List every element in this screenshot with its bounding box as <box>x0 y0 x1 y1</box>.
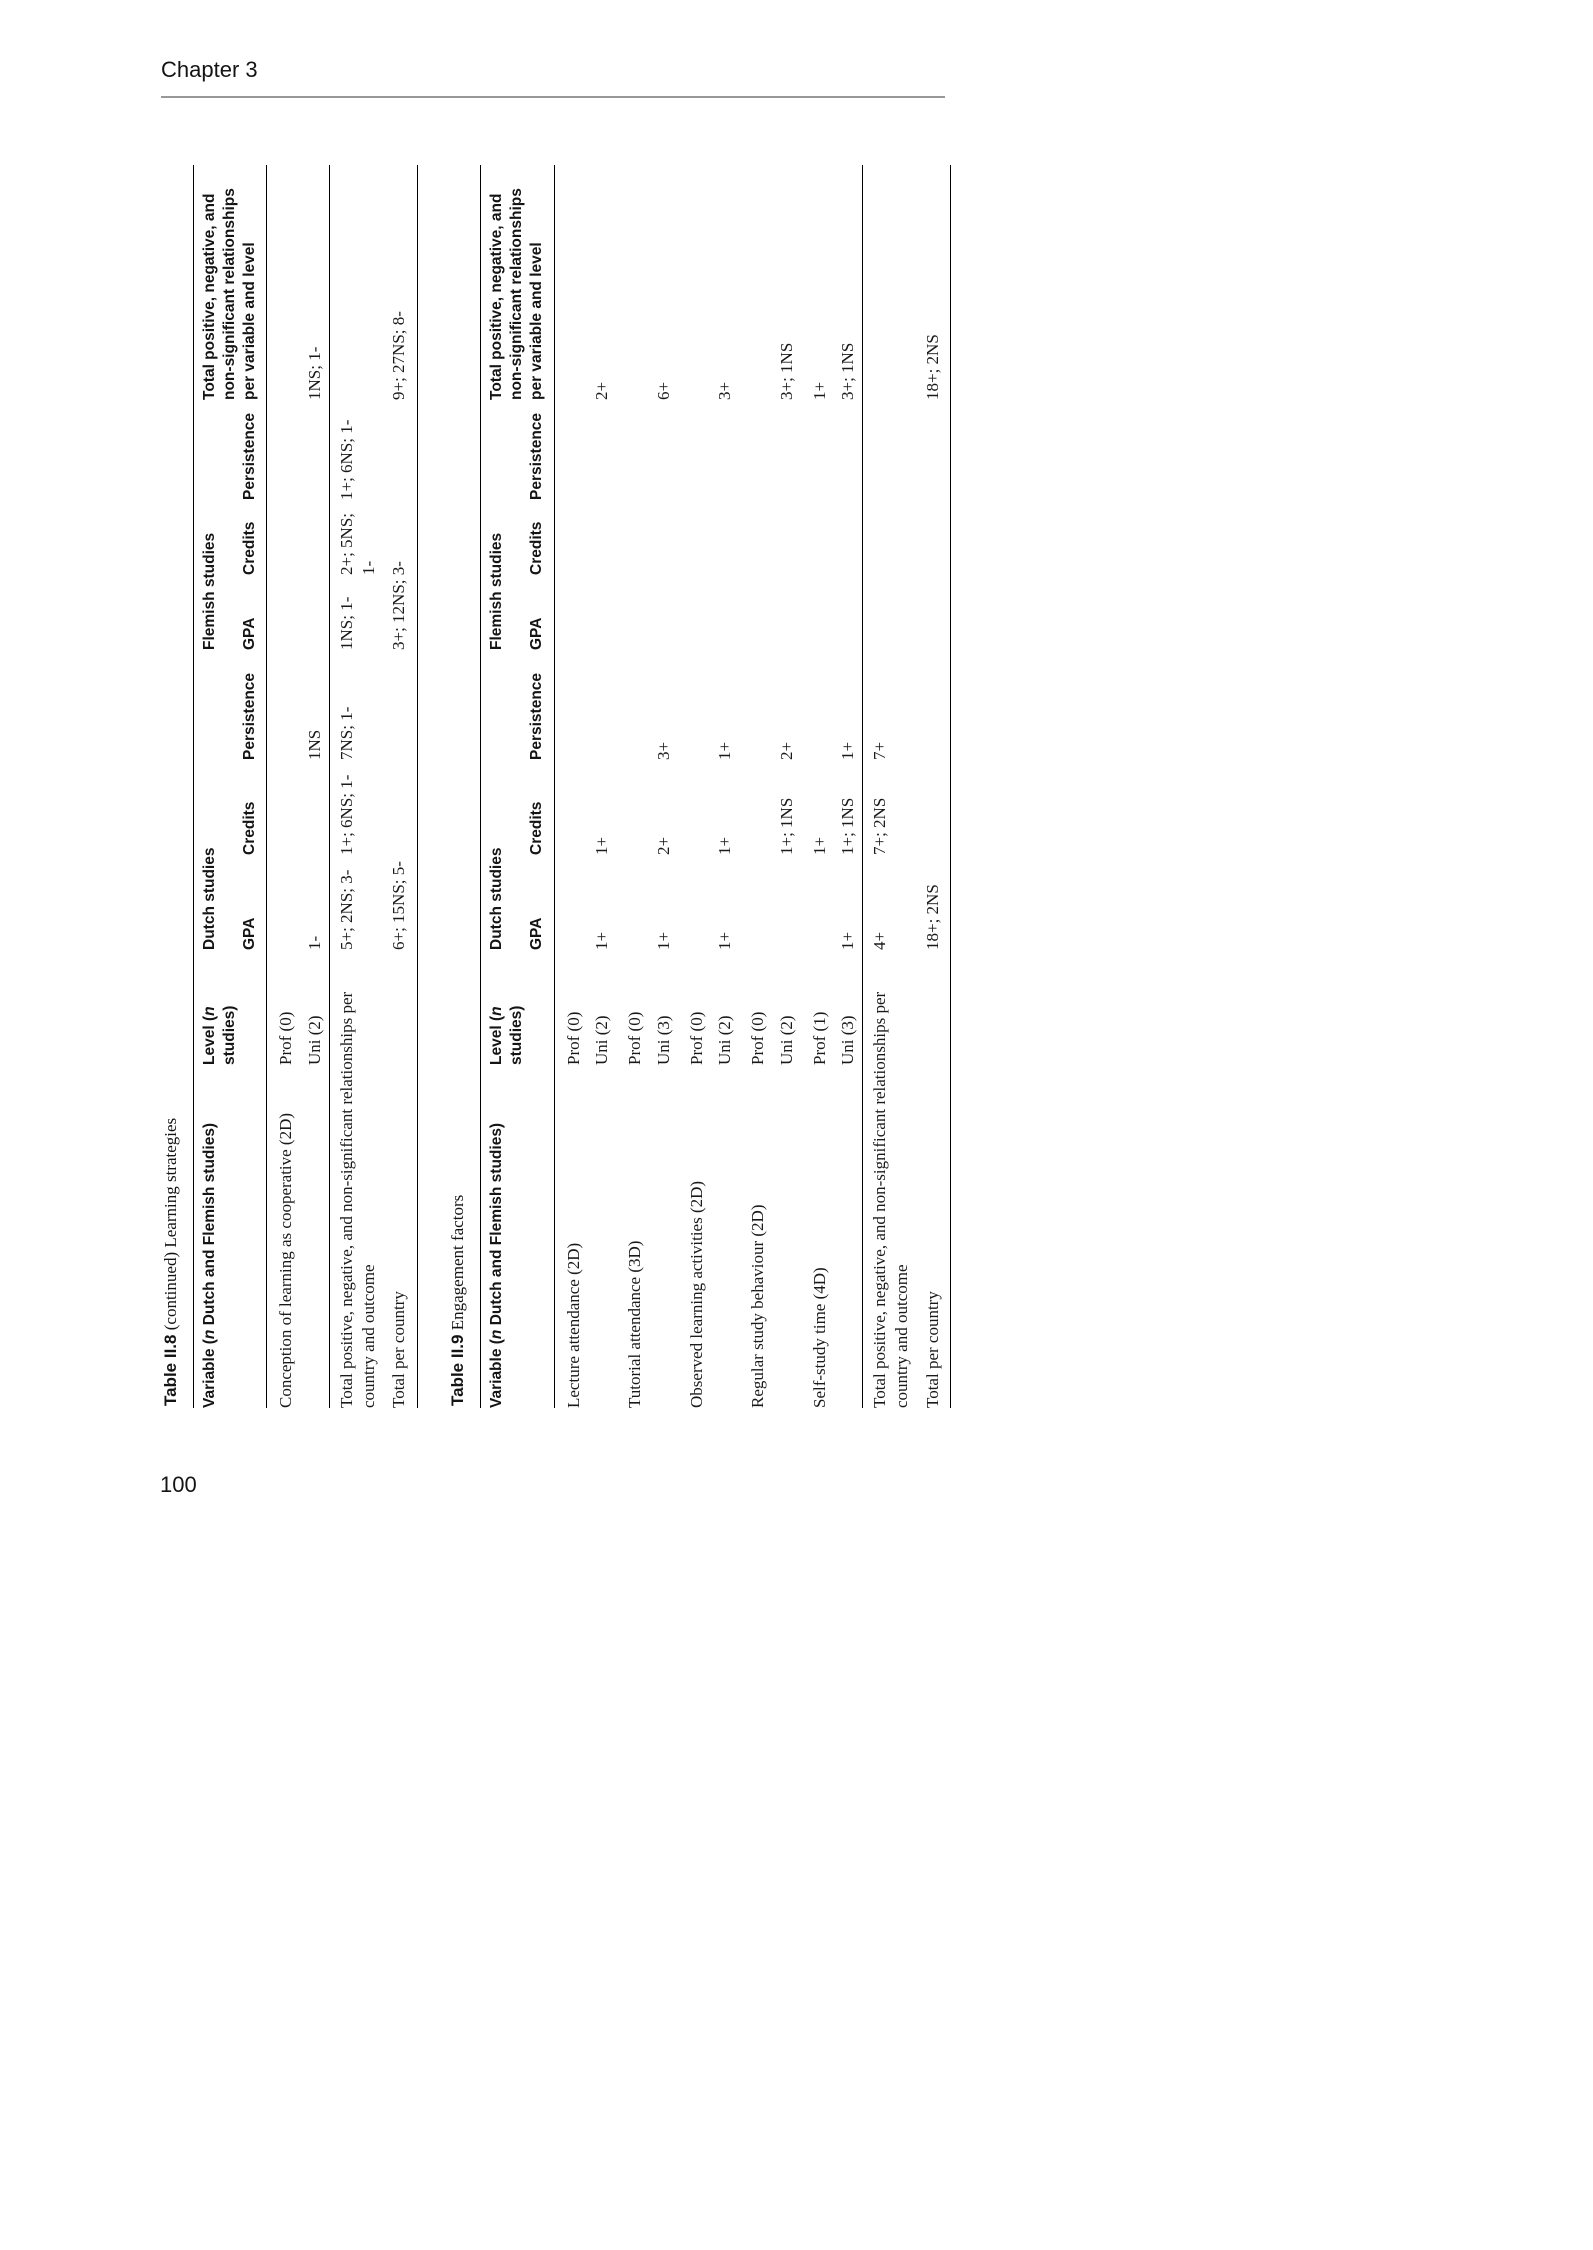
cell-flemish-persistence: 1+; 6NS; 1- <box>329 400 384 500</box>
cell-variable: Tutorial attendance (3D) <box>625 1240 645 1408</box>
cell-total <box>267 165 300 400</box>
cell-dutch-persistence: 7NS; 1- <box>329 650 384 760</box>
level-label-post: studies) <box>221 1005 239 1065</box>
cell-dutch-persistence: 2+ <box>776 741 796 760</box>
cell-flemish-credits <box>710 500 739 575</box>
cell-dutch-credits <box>300 760 329 855</box>
col-header-flemish-persistence: Persistence <box>519 400 554 500</box>
cell-flemish-gpa <box>772 575 801 650</box>
cell-flemish-gpa <box>554 575 587 650</box>
col-header-dutch-studies: Dutch studies <box>201 847 218 950</box>
cell-dutch-gpa <box>739 855 772 950</box>
table-row-total-outcome <box>329 165 384 1408</box>
table-header-row <box>194 165 232 1408</box>
table-row <box>833 165 862 1408</box>
cell-flemish-persistence <box>616 400 649 500</box>
table8-caption <box>161 165 181 1406</box>
cell-flemish-credits <box>554 500 587 575</box>
table-row <box>649 165 678 1408</box>
col-header-flemish-credits: Credits <box>519 500 554 575</box>
cell-dutch-gpa <box>772 855 801 950</box>
cell-level: Uni (3) <box>653 1015 673 1065</box>
cell-total-outcome-label: Total positive, negative, and non-significant relationships per country and outcome <box>863 950 918 1408</box>
col-header-dutch-credits: Credits <box>519 760 554 855</box>
cell-flemish-credits: 2+; 5NS; 1- <box>329 500 384 575</box>
cell-variable <box>300 1065 329 1408</box>
cell-dutch-gpa: 1+ <box>715 931 735 950</box>
cell-flemish-persistence <box>267 400 300 500</box>
cell-dutch-credits <box>678 760 711 855</box>
cell-dutch-persistence <box>678 650 711 760</box>
cell-total <box>678 165 711 400</box>
table9-caption-label: Table II.9 <box>448 1334 468 1406</box>
cell-dutch-credits: 1+ <box>809 836 829 855</box>
col-header-variable <box>194 1065 267 1408</box>
level-label-n: n <box>201 1006 218 1016</box>
cell-flemish-credits <box>801 500 834 575</box>
table-row-total-country <box>384 165 417 1408</box>
cell-dutch-persistence <box>587 650 616 760</box>
table9-caption <box>448 165 468 1406</box>
cell-flemish-gpa <box>300 575 329 650</box>
cell-dutch-persistence: 1+ <box>715 741 735 760</box>
table-row <box>554 165 587 1408</box>
cell-level: Prof (0) <box>276 1011 296 1065</box>
cell-dutch-gpa <box>554 855 587 950</box>
cell-dutch-persistence <box>554 650 587 760</box>
cell-total: 3+; 1NS <box>776 342 796 400</box>
cell-dutch-credits <box>616 760 649 855</box>
cell-variable <box>649 1065 678 1408</box>
cell-flemish-credits <box>772 500 801 575</box>
cell-dutch-credits: 1+; 1NS <box>776 797 796 855</box>
cell-flemish-persistence <box>772 400 801 500</box>
cell-level: Prof (0) <box>748 1011 768 1065</box>
table9-caption-text: Engagement factors <box>448 1194 468 1335</box>
cell-total <box>863 165 918 400</box>
cell-dutch-credits: 7+; 2NS <box>863 760 918 855</box>
cell-dutch-total: 6+; 15NS; 5- <box>389 861 409 950</box>
table-row <box>772 165 801 1408</box>
cell-total: 3+; 1NS <box>838 342 858 400</box>
cell-variable: Regular study behaviour (2D) <box>748 1204 768 1408</box>
cell-dutch-credits <box>739 760 772 855</box>
variable-label-pre: Variable ( <box>201 1339 218 1408</box>
variable-label-n: n <box>201 1329 218 1340</box>
col-header-total: Total positive, negative, and non-significant relationships per variable and level <box>481 165 554 400</box>
cell-flemish-persistence <box>300 400 329 500</box>
cell-flemish-persistence <box>554 400 587 500</box>
table-header-row <box>481 165 519 1408</box>
cell-flemish-persistence <box>649 400 678 500</box>
cell-variable: Observed learning activities (2D) <box>686 1180 706 1408</box>
cell-flemish-credits <box>649 500 678 575</box>
cell-dutch-credits <box>554 760 587 855</box>
cell-total: 18+; 2NS <box>922 334 942 400</box>
cell-variable: Lecture attendance (2D) <box>563 1242 583 1408</box>
col-header-flemish-gpa: GPA <box>519 575 554 650</box>
cell-dutch-gpa <box>801 855 834 950</box>
col-header-dutch-persistence: Persistence <box>519 650 554 760</box>
cell-flemish-persistence <box>678 400 711 500</box>
cell-dutch-credits: 1+; 1NS <box>838 797 858 855</box>
table-row <box>300 165 329 1408</box>
cell-level: Prof (0) <box>686 1011 706 1065</box>
col-header-flemish-gpa: GPA <box>232 575 267 650</box>
cell-dutch-gpa: 1+ <box>838 931 858 950</box>
table-row <box>678 165 711 1408</box>
cell-flemish-credits <box>678 500 711 575</box>
cell-flemish-credits <box>863 500 918 575</box>
cell-dutch-persistence <box>801 650 834 760</box>
cell-flemish-gpa: 1NS; 1- <box>329 575 384 650</box>
cell-flemish-credits <box>300 500 329 575</box>
col-header-dutch-gpa: GPA <box>519 855 554 950</box>
cell-total: 2+ <box>592 381 612 400</box>
cell-total <box>739 165 772 400</box>
table-ii8 <box>193 165 418 1408</box>
cell-flemish-gpa <box>801 575 834 650</box>
cell-dutch-gpa: 1+ <box>653 931 673 950</box>
table-row <box>739 165 772 1408</box>
cell-dutch-credits: 1+; 6NS; 1- <box>329 760 384 855</box>
col-header-level <box>481 950 554 1065</box>
table-row <box>616 165 649 1408</box>
cell-total <box>554 165 587 400</box>
cell-flemish-persistence <box>833 400 862 500</box>
cell-flemish-gpa <box>710 575 739 650</box>
cell-total: 1+ <box>809 381 829 400</box>
cell-flemish-credits <box>587 500 616 575</box>
cell-dutch-persistence: 3+ <box>653 741 673 760</box>
col-header-flemish-studies: Flemish studies <box>201 532 218 650</box>
cell-flemish-gpa <box>863 575 918 650</box>
col-header-dutch-gpa: GPA <box>232 855 267 950</box>
table-row <box>587 165 616 1408</box>
table-row <box>801 165 834 1408</box>
cell-dutch-gpa: 1- <box>305 935 325 950</box>
col-header-dutch-studies: Dutch studies <box>488 847 506 950</box>
cell-dutch-total: 18+; 2NS <box>922 884 942 950</box>
table-row-total-outcome <box>863 165 918 1408</box>
cell-flemish-persistence <box>801 400 834 500</box>
cell-total-country-label: Total per country <box>922 1291 942 1408</box>
cell-dutch-credits: 1+ <box>715 836 735 855</box>
table8-caption-label: Table II.8 <box>161 1334 180 1406</box>
cell-variable <box>772 1065 801 1408</box>
table8-caption-text: (continued) Learning strategies <box>161 1117 180 1335</box>
cell-flemish-persistence <box>710 400 739 500</box>
cell-variable <box>710 1065 739 1408</box>
cell-total <box>616 165 649 400</box>
cell-level: Prof (0) <box>563 1011 583 1065</box>
cell-variable <box>833 1065 862 1408</box>
cell-dutch-persistence: 1NS <box>305 729 325 760</box>
cell-dutch-gpa: 5+; 2NS; 3- <box>329 855 384 950</box>
cell-flemish-credits <box>267 500 300 575</box>
col-header-level <box>194 950 267 1065</box>
cell-flemish-gpa <box>649 575 678 650</box>
cell-flemish-persistence <box>587 400 616 500</box>
cell-dutch-persistence <box>616 650 649 760</box>
variable-label-post: Dutch and Flemish studies) <box>201 1122 218 1330</box>
cell-total: 1NS; 1- <box>305 346 325 400</box>
table-row <box>710 165 739 1408</box>
cell-level: Prof (0) <box>625 1011 645 1065</box>
cell-flemish-gpa <box>267 575 300 650</box>
col-header-flemish-persistence: Persistence <box>232 400 267 500</box>
cell-level: Uni (2) <box>305 1015 325 1065</box>
cell-level: Uni (2) <box>592 1015 612 1065</box>
cell-flemish-credits <box>739 500 772 575</box>
col-header-variable <box>481 1065 554 1408</box>
cell-dutch-gpa: 4+ <box>863 855 918 950</box>
cell-dutch-persistence <box>739 650 772 760</box>
cell-dutch-gpa: 1+ <box>592 931 612 950</box>
chapter-heading: Chapter 3 <box>161 57 258 82</box>
variable-label-n: n <box>488 1329 506 1340</box>
cell-variable: Conception of learning as cooperative (2D) <box>276 1112 296 1408</box>
col-header-dutch-persistence: Persistence <box>232 650 267 760</box>
col-header-dutch-credits: Credits <box>232 760 267 855</box>
variable-label-pre: Variable ( <box>488 1339 506 1408</box>
cell-total: 9+; 27NS; 8- <box>389 311 409 400</box>
cell-flemish-gpa <box>587 575 616 650</box>
cell-dutch-persistence: 7+ <box>863 650 918 760</box>
cell-level: Uni (3) <box>838 1015 858 1065</box>
level-label-pre: Level ( <box>201 1015 218 1065</box>
cell-dutch-credits: 1+ <box>592 836 612 855</box>
cell-total-country-label: Total per country <box>389 1291 409 1408</box>
cell-flemish-total <box>918 400 951 650</box>
table-ii9 <box>480 165 951 1408</box>
cell-flemish-gpa <box>833 575 862 650</box>
cell-dutch-gpa <box>267 855 300 950</box>
level-label-post: studies) <box>508 1005 526 1065</box>
cell-flemish-credits <box>616 500 649 575</box>
cell-dutch-persistence <box>267 650 300 760</box>
cell-flemish-persistence <box>863 400 918 500</box>
cell-total <box>329 165 384 400</box>
cell-flemish-total: 3+; 12NS; 3- <box>389 561 409 650</box>
cell-level: Uni (2) <box>776 1015 796 1065</box>
rotated-tables-block <box>161 165 1001 1408</box>
level-label-pre: Level ( <box>488 1015 506 1065</box>
cell-total: 3+ <box>715 381 735 400</box>
table-row-total-country <box>918 165 951 1408</box>
cell-variable <box>587 1065 616 1408</box>
cell-dutch-credits: 2+ <box>653 836 673 855</box>
level-label-n: n <box>488 1006 506 1016</box>
page-number: 100 <box>160 1472 197 1497</box>
cell-flemish-credits <box>833 500 862 575</box>
cell-flemish-gpa <box>616 575 649 650</box>
cell-dutch-gpa <box>678 855 711 950</box>
cell-flemish-persistence <box>739 400 772 500</box>
cell-level: Prof (1) <box>809 1011 829 1065</box>
cell-total-outcome-label: Total positive, negative, and non-significant relationships per country and outcome <box>329 950 384 1408</box>
col-header-flemish-studies: Flemish studies <box>488 532 506 650</box>
col-header-flemish-credits: Credits <box>232 500 267 575</box>
cell-level: Uni (2) <box>715 1015 735 1065</box>
cell-flemish-gpa <box>739 575 772 650</box>
chapter-heading-rule <box>161 96 945 98</box>
cell-flemish-gpa <box>678 575 711 650</box>
table-row <box>267 165 300 1408</box>
col-header-total: Total positive, negative, and non-significant relationships per variable and level <box>194 165 267 400</box>
cell-variable: Self-study time (4D) <box>809 1267 829 1408</box>
cell-dutch-credits <box>267 760 300 855</box>
variable-label-post: Dutch and Flemish studies) <box>488 1122 506 1330</box>
cell-total: 6+ <box>653 381 673 400</box>
cell-dutch-gpa <box>616 855 649 950</box>
cell-dutch-persistence: 1+ <box>838 741 858 760</box>
